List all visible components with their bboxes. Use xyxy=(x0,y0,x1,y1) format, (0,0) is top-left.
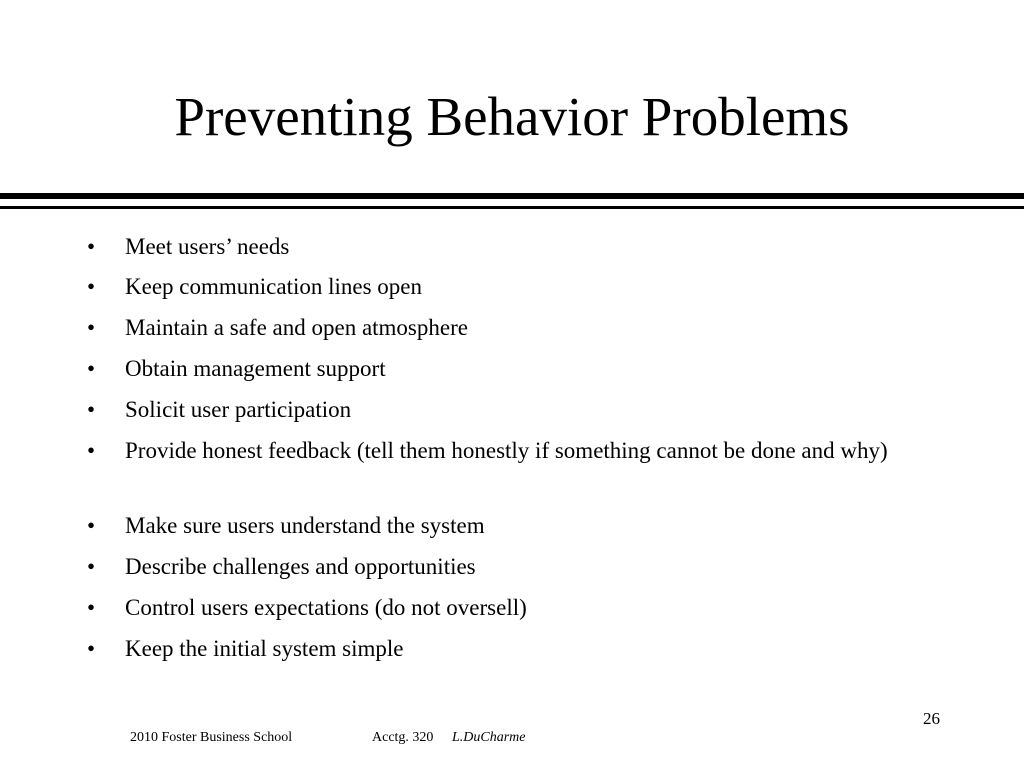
footer-school: 2010 Foster Business School xyxy=(130,730,293,745)
bullet-item xyxy=(87,230,947,264)
bullet-item xyxy=(87,591,947,625)
bullet-icon: • xyxy=(87,438,96,463)
footer-author: L.DuCharme xyxy=(452,730,526,745)
bullet-icon: • xyxy=(87,356,96,381)
title-divider-thick xyxy=(0,193,1024,199)
bullet-text: Control users expectations (do not oversell) xyxy=(125,595,527,620)
bullet-item xyxy=(87,352,947,386)
bullet-icon: • xyxy=(87,595,96,620)
bullet-icon: • xyxy=(87,636,96,661)
slide-number: 26 xyxy=(923,709,940,728)
bullet-item xyxy=(87,632,947,666)
bullet-item xyxy=(87,434,947,468)
bullet-text: Solicit user participation xyxy=(125,397,352,422)
bullet-item xyxy=(87,270,947,304)
bullet-icon: • xyxy=(87,513,96,538)
bullet-text: Maintain a safe and open atmosphere xyxy=(125,315,468,340)
bullet-icon: • xyxy=(87,554,96,579)
bullet-icon: • xyxy=(87,234,96,259)
bullet-text: Obtain management support xyxy=(125,356,386,381)
bullet-text: Make sure users understand the system xyxy=(125,513,485,538)
bullet-item xyxy=(87,509,947,543)
bullet-text: Keep the initial system simple xyxy=(125,636,404,661)
bullet-text: Provide honest feedback (tell them honestly if something cannot be done and why) xyxy=(125,438,888,463)
title-divider-thin xyxy=(0,206,1024,209)
bullet-text: Meet users’ needs xyxy=(125,234,290,259)
bullet-icon: • xyxy=(87,397,96,422)
bullet-icon: • xyxy=(87,315,96,340)
footer-course: Acctg. 320 xyxy=(372,730,434,745)
bullet-text: Describe challenges and opportunities xyxy=(125,554,476,579)
bullet-icon: • xyxy=(87,274,96,299)
bullet-item xyxy=(87,550,947,584)
bullet-item xyxy=(87,311,947,345)
bullet-text: Keep communication lines open xyxy=(125,274,423,299)
slide-title: Preventing Behavior Problems xyxy=(174,86,850,147)
bullet-item xyxy=(87,393,947,427)
